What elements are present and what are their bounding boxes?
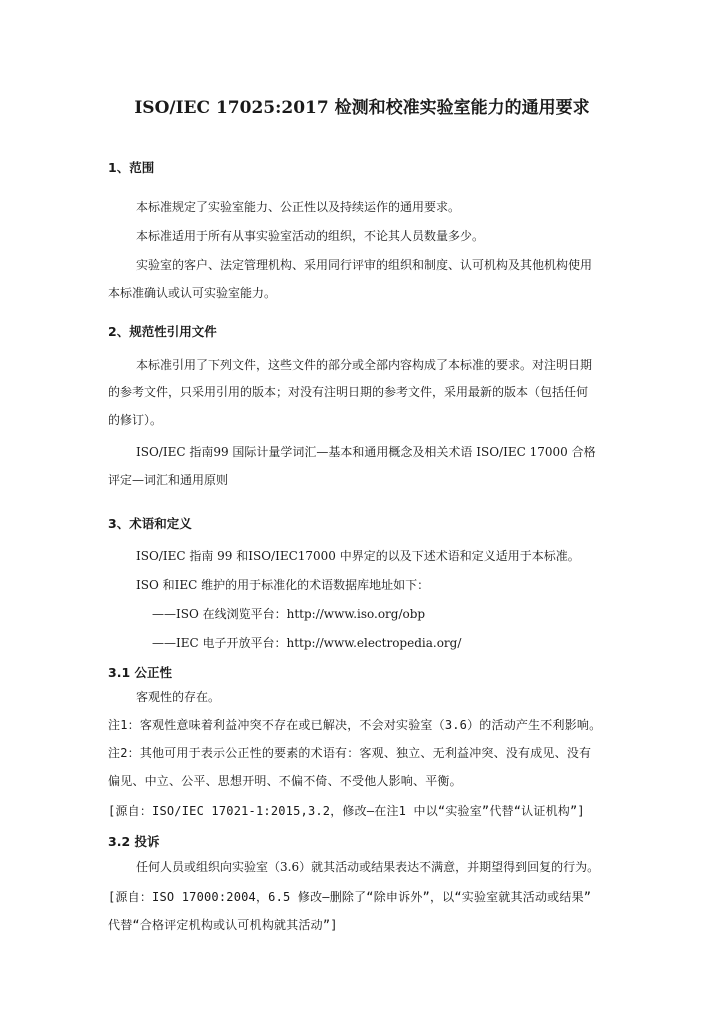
section-3-2-heading: 3.2 投诉	[108, 834, 160, 849]
section-3-1-heading: 3.1 公正性	[108, 665, 172, 680]
section-3-2-definition: 任何人员或组织向实验室（3.6）就其活动或结果表达不满意，并期望得到回复的行为。	[136, 860, 600, 874]
section-2-paragraph-1-line-3: 的修订）。	[108, 413, 163, 427]
section-2-heading: 2、规范性引用文件	[108, 324, 217, 339]
section-3-1-note-1: 注1：客观性意味着利益冲突不存在或已解决，不会对实验室（3.6）的活动产生不利影响。	[108, 718, 602, 732]
section-3-paragraph-2: ISO 和IEC 维护的用于标准化的术语数据库地址如下：	[136, 578, 430, 592]
section-3-2-source-line-1: [源自：ISO 17000:2004，6.5 修改—删除了“除申诉外”，以“实验室就其活动或结果”	[108, 890, 592, 904]
document-title: ISO/IEC 17025:2017 检测和校准实验室能力的通用要求	[134, 98, 590, 118]
section-3-1-note-2-line-1: 注2：其他可用于表示公正性的要素的术语有：客观、独立、无利益冲突、没有成见、没有	[108, 746, 592, 760]
section-1-paragraph-1: 本标准规定了实验室能力、公正性以及持续运作的通用要求。	[136, 200, 461, 214]
section-3-paragraph-1: ISO/IEC 指南 99 和ISO/IEC17000 中界定的以及下述术语和定义适用于本标准。	[136, 549, 580, 563]
section-3-1-definition: 客观性的存在。	[136, 690, 221, 704]
section-1-paragraph-3-line-1: 实验室的客户、法定管理机构、采用同行评审的组织和制度、认可机构及其他机构使用	[136, 258, 593, 272]
section-1-heading: 1、范围	[108, 160, 155, 175]
section-2-paragraph-1-line-2: 的参考文件，只采用引用的版本；对没有注明日期的参考文件，采用最新的版本（包括任何	[108, 385, 589, 399]
section-2-paragraph-2-line-1: ISO/IEC 指南99 国际计量学词汇—基本和通用概念及相关术语 ISO/IEC 17000 合格	[136, 445, 596, 459]
section-3-1-note-2-line-2: 偏见、中立、公平、思想开明、不偏不倚、不受他人影响、平衡。	[108, 774, 462, 788]
section-3-iso-platform: ——ISO 在线浏览平台：http://www.iso.org/obp	[152, 607, 426, 621]
section-3-2-source-line-2: 代替“合格评定机构或认可机构就其活动”]	[108, 918, 338, 932]
section-3-heading: 3、术语和定义	[108, 516, 192, 531]
section-2-paragraph-1-line-1: 本标准引用了下列文件，这些文件的部分或全部内容构成了本标准的要求。对注明日期	[136, 358, 593, 372]
section-3-iec-platform: ——IEC 电子开放平台：http://www.electropedia.org/	[152, 636, 462, 650]
section-1-paragraph-2: 本标准适用于所有从事实验室活动的组织，不论其人员数量多少。	[136, 229, 485, 243]
section-2-paragraph-2-line-2: 评定—词汇和通用原则	[108, 473, 229, 487]
section-3-1-source: [源自：ISO/IEC 17021-1:2015,3.2，修改—在注1 中以“实验室”代替“认证机构”]	[108, 804, 585, 818]
section-1-paragraph-3-line-2: 本标准确认或认可实验室能力。	[108, 286, 277, 300]
